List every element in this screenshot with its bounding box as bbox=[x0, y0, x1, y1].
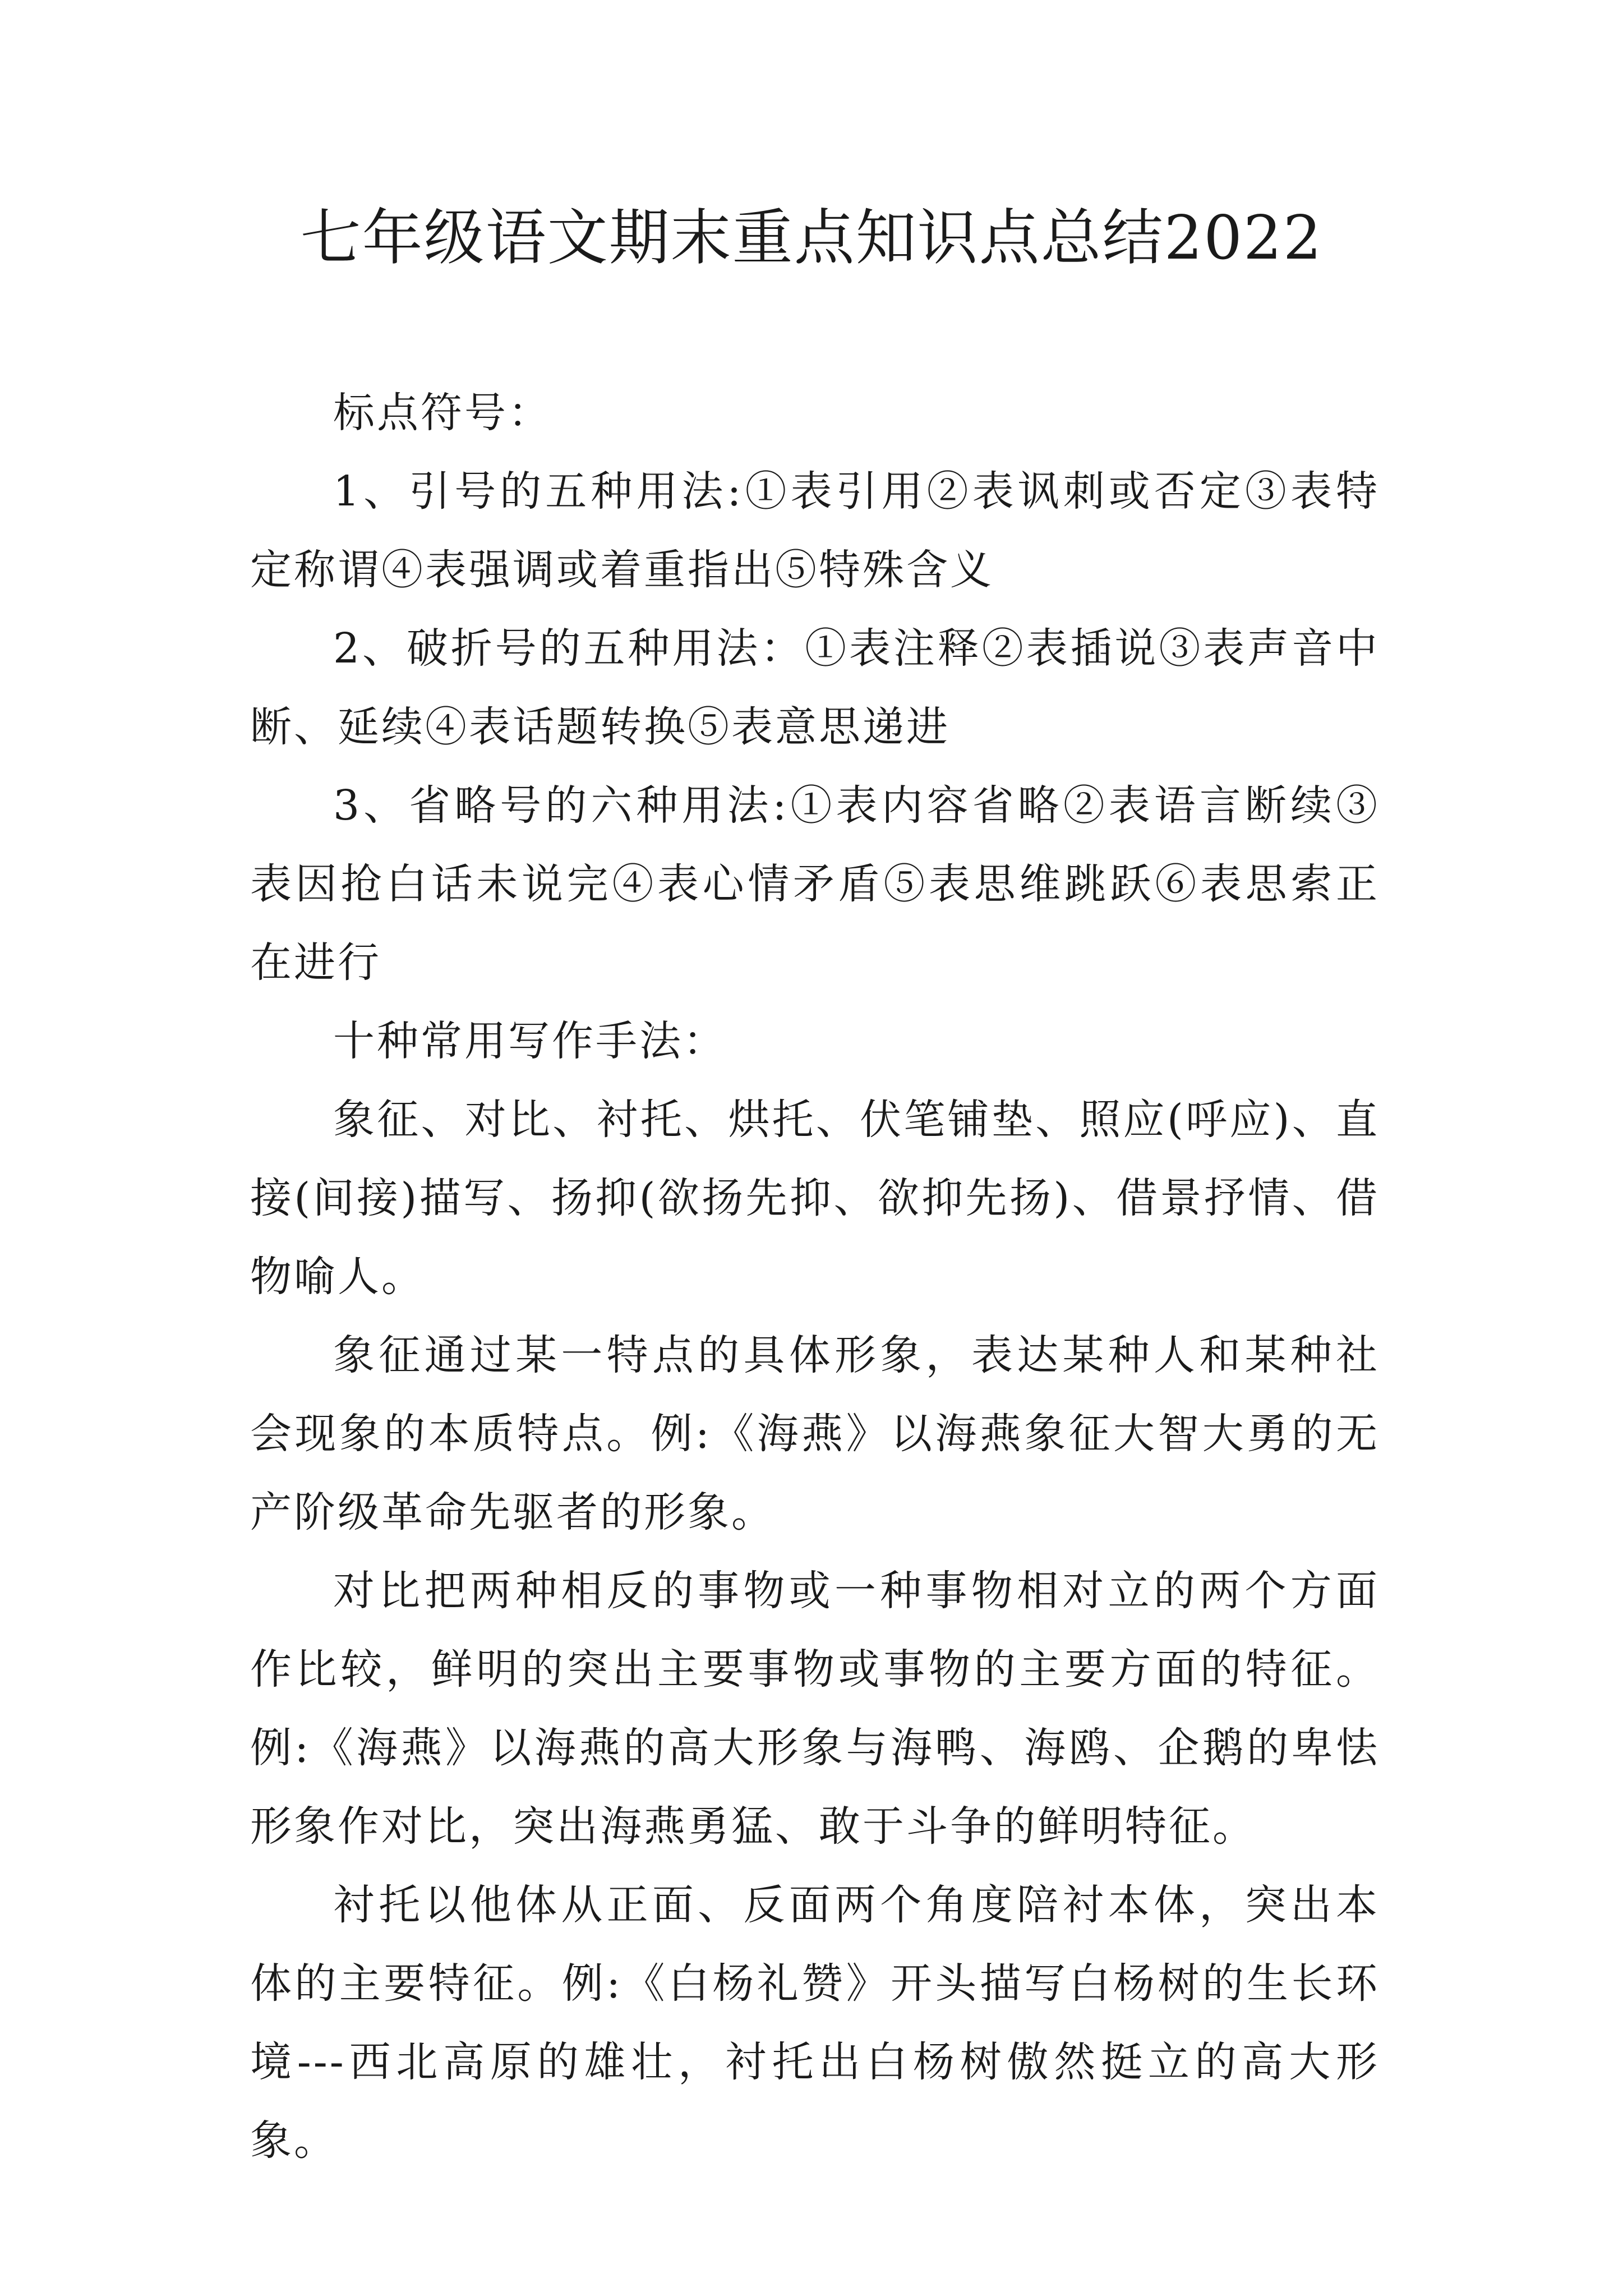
paragraph-symbolism: 象征通过某一特点的具体形象，表达某种人和某种社会现象的本质特点。例:《海燕》以海燕象征大智大勇的无产阶级革命先驱者的形象。 bbox=[250, 1331, 1380, 1536]
paragraph-writing-techniques-heading: 十种常用写作手法： bbox=[333, 1017, 727, 1065]
paragraph-punctuation-heading: 标点符号： bbox=[333, 389, 552, 437]
paragraph-ellipsis: 3、省略号的六种用法:①表内容省略②表语言断续③表因抢白话未说完④表心情矛盾⑤表思维跳跃⑥表思索正在进行 bbox=[250, 781, 1380, 987]
document-body bbox=[250, 374, 1380, 2180]
paragraph-dash: 2、破折号的五种用法：①表注释②表插说③表声音中断、延续④表话题转换⑤表意思递进 bbox=[250, 624, 1380, 751]
document-title: 七年级语文期末重点知识点总结2022 bbox=[300, 203, 1323, 273]
paragraph-foil: 衬托以他体从正面、反面两个角度陪衬本体，突出本体的主要特征。例:《白杨礼赞》开头描写白杨树的生长环境---西北高原的雄壮，衬托出白杨树傲然挺立的高大形象。 bbox=[250, 1881, 1380, 2165]
paragraph-quotation-marks: 1、引号的五种用法:①表引用②表讽刺或否定③表特定称谓④表强调或着重指出⑤特殊含义 bbox=[250, 467, 1380, 594]
paragraph-techniques-list: 象征、对比、衬托、烘托、伏笔铺垫、照应(呼应)、直接(间接)描写、扬抑(欲扬先抑、欲抑先扬)、借景抒情、借物喻人。 bbox=[250, 1096, 1380, 1301]
paragraph-contrast: 对比把两种相反的事物或一种事物相对立的两个方面作比较，鲜明的突出主要事物或事物的主要方面的特征。例:《海燕》以海燕的高大形象与海鸭、海鸥、企鹅的卑怯形象作对比，突出海燕勇猛、敢于斗争的鲜明特征。 bbox=[250, 1567, 1380, 1851]
